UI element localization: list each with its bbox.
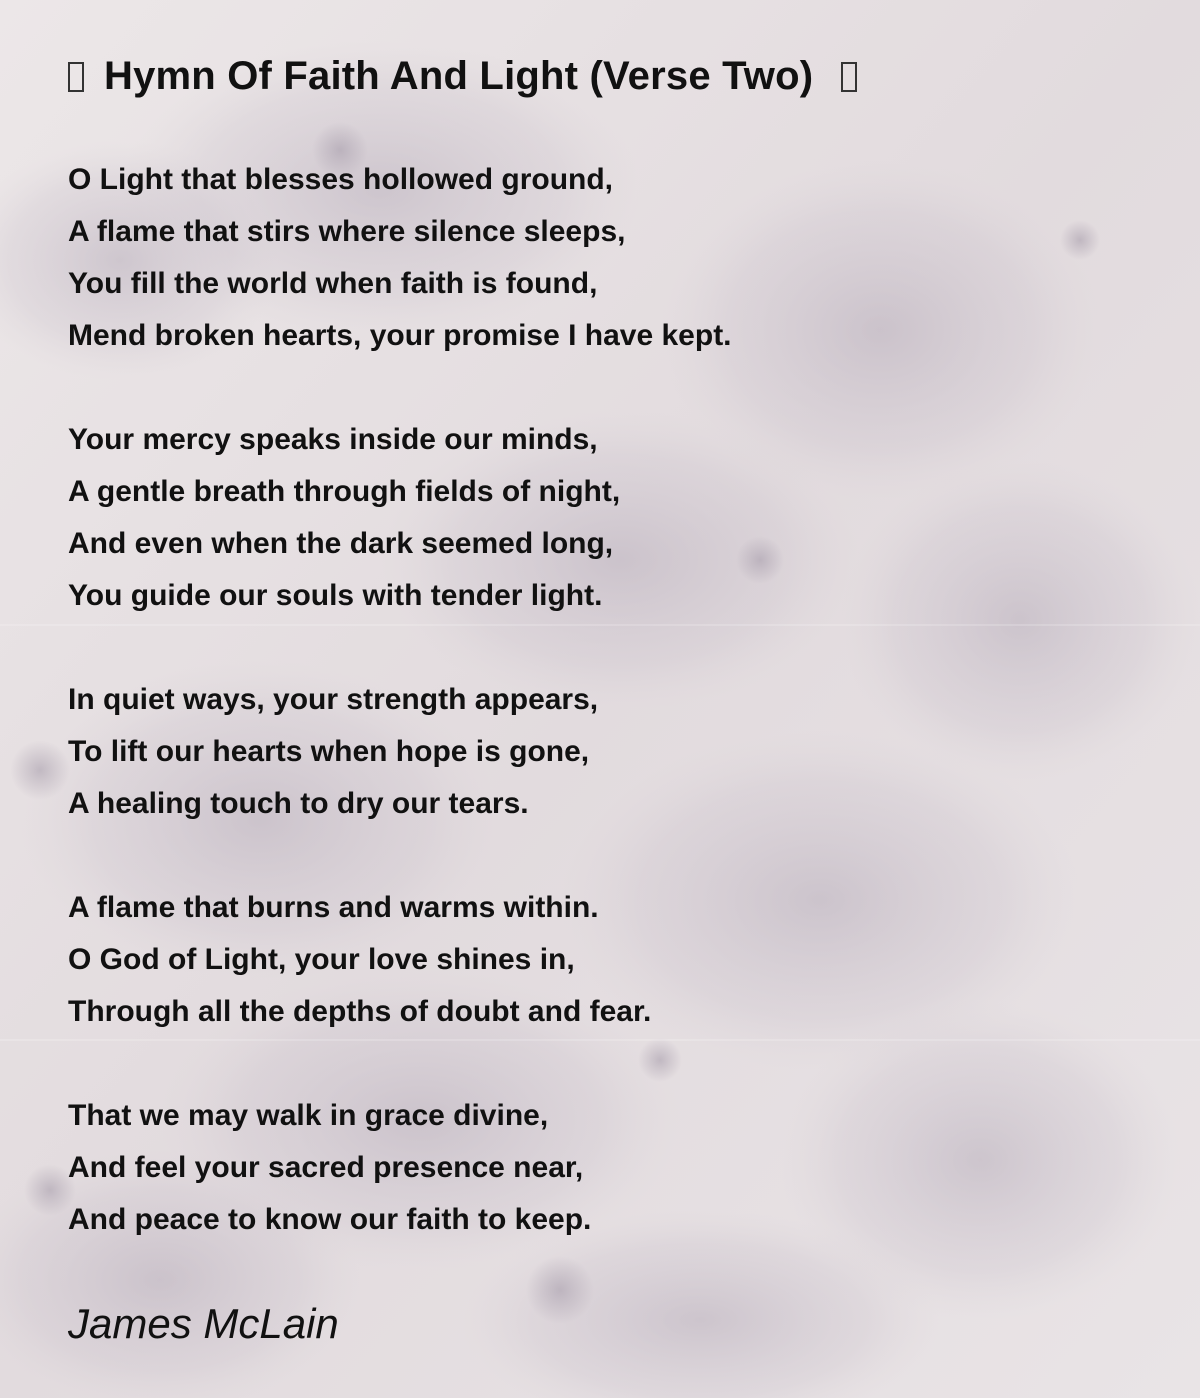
poem-line: A gentle breath through fields of night, <box>68 475 621 508</box>
poem-author: James McLain <box>68 1300 339 1347</box>
stanza <box>68 1090 1148 1246</box>
poem-line: And peace to know our faith to keep. <box>68 1203 592 1236</box>
stanza <box>68 414 1148 622</box>
poem-line: O Light that blesses hollowed ground, <box>68 163 614 196</box>
poem-line: Through all the depths of doubt and fear. <box>68 995 652 1028</box>
poem-line: Mend broken hearts, your promise I have kept. <box>68 319 732 352</box>
stanza <box>68 674 1148 830</box>
poem-line: You fill the world when faith is found, <box>68 267 598 300</box>
poem-line: O God of Light, your love shines in, <box>68 943 575 976</box>
poem-body <box>68 154 1148 1246</box>
poem-page <box>68 52 1148 1350</box>
poem-line: And feel your sacred presence near, <box>68 1151 584 1184</box>
box-glyph-icon <box>68 62 84 92</box>
box-glyph-icon <box>841 62 857 92</box>
poem-line: You guide our souls with tender light. <box>68 579 603 612</box>
stanza <box>68 882 1148 1038</box>
poem-line: A healing touch to dry our tears. <box>68 787 529 820</box>
poem-line: In quiet ways, your strength appears, <box>68 683 599 716</box>
poem-line: A flame that burns and warms within. <box>68 891 599 924</box>
poem-title-text: Hymn Of Faith And Light (Verse Two) <box>104 54 814 98</box>
poem-line: To lift our hearts when hope is gone, <box>68 735 590 768</box>
poem-line: Your mercy speaks inside our minds, <box>68 423 598 456</box>
poem-line: That we may walk in grace divine, <box>68 1099 549 1132</box>
poem-line: A flame that stirs where silence sleeps, <box>68 215 626 248</box>
poem-line: And even when the dark seemed long, <box>68 527 614 560</box>
stanza <box>68 154 1148 362</box>
poem-title <box>68 52 1148 100</box>
